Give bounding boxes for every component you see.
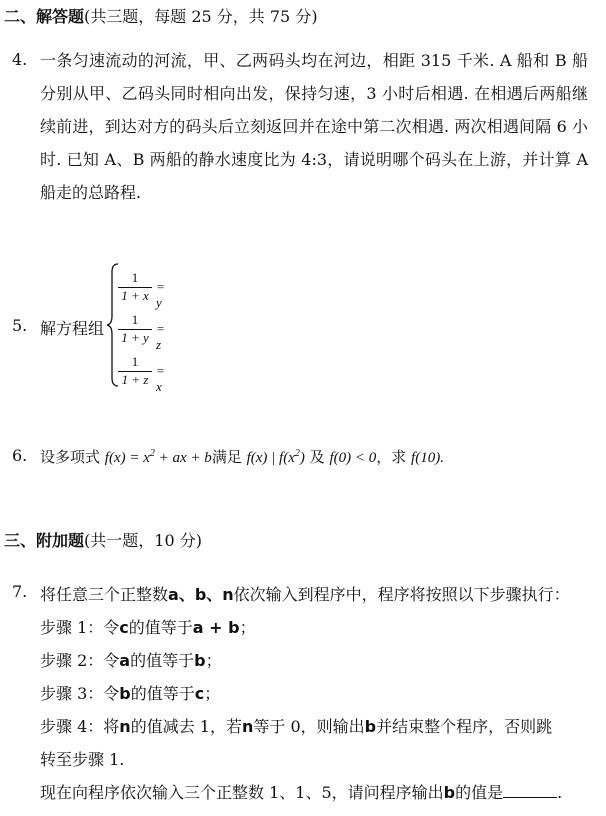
q6-text-a: 设多项式: [40, 448, 101, 466]
q7-step3-val: c: [194, 684, 205, 703]
q5-label: 解方程组: [40, 319, 105, 338]
q6-text-d: ，求: [376, 448, 407, 466]
q6-expr2-pre: f(x) | f(x: [246, 450, 295, 466]
q7-step4: [40, 714, 552, 737]
q7-step1-end: ；: [239, 618, 256, 637]
q6-expr2-post: ): [299, 450, 305, 466]
section2-note: (共三题，每题 25 分，共 75 分): [84, 7, 318, 26]
q6-text-c: 及: [309, 448, 325, 466]
q7-number: 7.: [12, 582, 28, 601]
q7-step3-end: ；: [204, 684, 221, 703]
q7-intro-b: 依次输入到程序中，程序将按照以下步骤执行：: [233, 585, 570, 604]
q7-step4-continued: 转至步骤 1.: [40, 750, 125, 769]
q7-step1-expr: a + b: [192, 618, 240, 637]
q7-step4-bv: b: [364, 717, 377, 736]
q7-step2-var: a: [119, 651, 131, 670]
q7-step4-label: 步骤 4：: [40, 717, 104, 736]
eq3-numerator: 1: [131, 354, 139, 369]
q7-final-bv: b: [443, 783, 456, 802]
q7-final-a: 现在向程序依次输入三个正整数 1、1、5，请问程序输出: [40, 783, 444, 802]
eq1-numerator: 1: [131, 270, 139, 285]
eq1-rhs: = y: [156, 279, 165, 310]
eq2-numerator: 1: [131, 312, 139, 327]
q7-step1-label: 步骤 1：: [40, 618, 104, 637]
q6-text-b: 满足: [211, 448, 242, 466]
q6-expr2-sup: 2: [294, 448, 300, 459]
q7-step4-c: 等于 0，则输出: [253, 717, 365, 736]
q7-step2-a: 令: [103, 651, 120, 670]
eq2-rhs: = z: [156, 321, 165, 352]
q7-step2-label: 步骤 2：: [40, 651, 104, 670]
section3-header: [4, 528, 202, 551]
eq3-denominator: 1 + z: [121, 372, 149, 387]
q6-expr1: [105, 450, 212, 466]
q6-expr1-sup: 2: [149, 448, 155, 459]
q7-step3-a: 令: [103, 684, 120, 703]
q7-step2-val: b: [194, 651, 206, 670]
q4-number: 4.: [12, 50, 28, 69]
q7-step3-b: 的值等于: [130, 684, 195, 703]
q6-expr4: f(10).: [411, 450, 444, 466]
q7-final-b: 的值是: [455, 783, 504, 802]
q7-step2-end: ；: [205, 651, 222, 670]
q7-intro-a: 将任意三个正整数: [40, 585, 169, 604]
q7-step1-a: 令: [103, 618, 120, 637]
q7-step2: [40, 648, 222, 671]
eq3-rhs: = x: [156, 363, 165, 394]
q7-step3-var: b: [119, 684, 131, 703]
q6-expr3: f(0) < 0: [329, 450, 377, 466]
eq2-denominator: 1 + y: [121, 330, 149, 345]
q7-step4-b: 的值减去 1，若: [130, 717, 242, 736]
q7-step4-n2: n: [241, 717, 254, 736]
q7-step1-b: 的值等于: [128, 618, 193, 637]
q4-text: 一条匀速流动的河流，甲、乙两码头均在河边，相距 315 千米. A 船和 B 船分别从甲、乙码头同时相向出发，保持匀速，3 小时后相遇. 在相遇后两船继续前进，到达对方的码头后立刻返回并在途中第二次相遇. 两次相遇间隔 6 小时. 已知 A、B 两船的静水速度比为 4:3，请说明哪个码头在上游，并计算 A 船走的总路程.: [40, 51, 588, 202]
eq1-denominator: 1 + x: [121, 288, 149, 303]
q7-intro: [40, 582, 570, 605]
q7-step4-n: n: [119, 717, 131, 736]
q7-step3-label: 步骤 3：: [40, 684, 104, 703]
q7-step4-d: 并结束整个程序，否则跳: [376, 717, 553, 736]
q7-step1-c: c: [119, 618, 129, 637]
q7-final-end: .: [557, 783, 563, 802]
section2-header: [4, 4, 318, 27]
q6-text: [40, 446, 444, 467]
q6-number: 6.: [12, 446, 28, 465]
q7-step1: [40, 615, 256, 638]
q5-number: 5.: [12, 316, 28, 335]
q7-final: [40, 780, 562, 803]
q7-step4-a: 将: [103, 717, 120, 736]
answer-blank[interactable]: [503, 783, 557, 798]
q7-step3: [40, 681, 220, 704]
q7-step2-b: 的值等于: [130, 651, 195, 670]
q6-expr2: [247, 450, 305, 466]
q7-vars: a、b、n: [168, 585, 234, 604]
section3-title: 三、附加题: [4, 531, 85, 550]
section2-title: 二、解答题: [4, 7, 85, 26]
q6-expr1-post: + ax + b: [154, 450, 212, 466]
q6-expr1-pre: f(x) = x: [104, 450, 150, 466]
section3-note: (共一题，10 分): [84, 531, 202, 550]
